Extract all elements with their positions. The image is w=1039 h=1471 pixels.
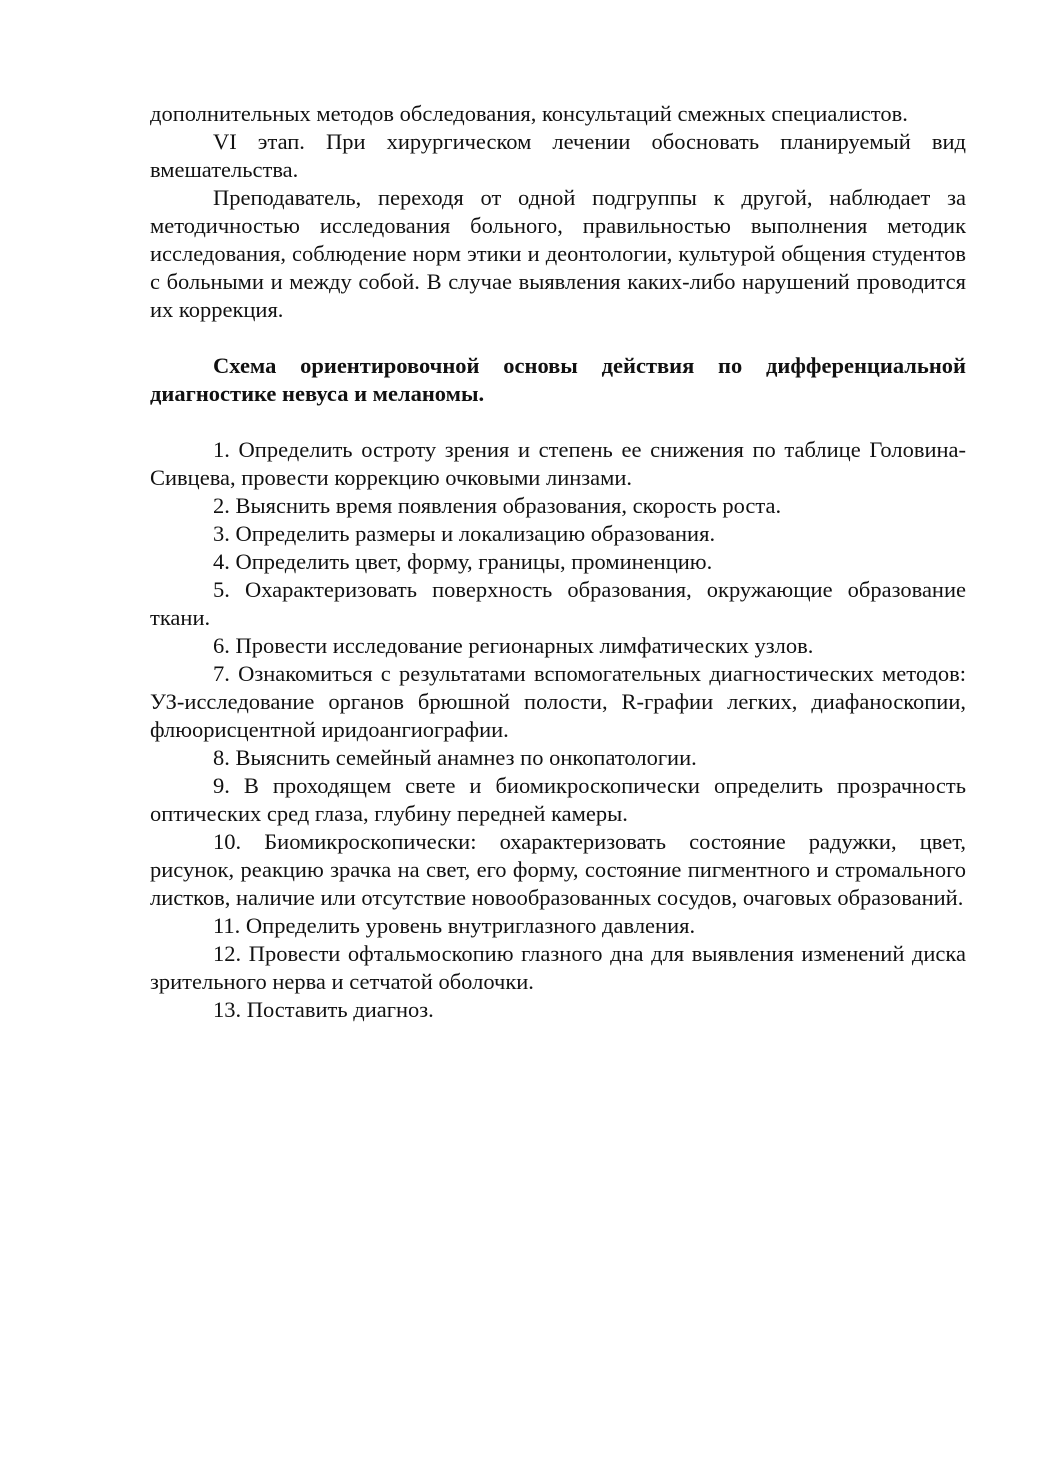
step-13: 13. Поставить диагноз.	[213, 997, 434, 1022]
step-8: 8. Выяснить семейный анамнез по онкопатологии.	[213, 745, 697, 770]
step-3: 3. Определить размеры и локализацию образования.	[213, 521, 716, 546]
step-11: 11. Определить уровень внутриглазного давления.	[213, 913, 696, 938]
step-6: 6. Провести исследование регионарных лимфатических узлов.	[213, 633, 814, 658]
step-1: 1. Определить остроту зрения и степень ее снижения по таблице Головина-Сивцева, провести коррекцию очковыми линзами.	[150, 437, 966, 490]
intro-paragraph-2: VI этап. При хирургическом лечении обосновать планируемый вид вмешательства.	[150, 129, 966, 182]
intro-paragraph-3: Преподаватель, переходя от одной подгруппы к другой, наблюдает за методичностью исследования больного, правильностью выполнения методик исследования, соблюдение норм этики и деонтологии, культурой общения студентов с больными и между собой. В случае выявления каких-либо нарушений проводится их коррекция.	[150, 185, 966, 322]
step-2: 2. Выяснить время появления образования, скорость роста.	[213, 493, 782, 518]
section-heading: Схема ориентировочной основы действия по дифференциальной диагностике невуса и меланомы.	[150, 353, 966, 406]
step-9: 9. В проходящем свете и биомикроскопически определить прозрачность оптических сред глаза, глубину передней камеры.	[150, 773, 966, 826]
document-page	[150, 100, 966, 1024]
step-7: 7. Ознакомиться с результатами вспомогательных диагностических методов: УЗ-исследование органов брюшной полости, R-графии легких, диафаноскопии, флюорисцентной иридоангиографии.	[150, 661, 966, 742]
step-4: 4. Определить цвет, форму, границы, проминенцию.	[213, 549, 713, 574]
step-12: 12. Провести офтальмоскопию глазного дна для выявления изменений диска зрительного нерва и сетчатой оболочки.	[150, 941, 966, 994]
step-5: 5. Охарактеризовать поверхность образования, окружающие образование ткани.	[150, 577, 966, 630]
intro-paragraph-1: дополнительных методов обследования, консультаций смежных специалистов.	[150, 101, 908, 126]
step-10: 10. Биомикроскопически: охарактеризовать состояние радужки, цвет, рисунок, реакцию зрачка на свет, его форму, состояние пигментного и стромального листков, наличие или отсутствие новообразованных сосудов, очаговых образований.	[150, 829, 966, 910]
